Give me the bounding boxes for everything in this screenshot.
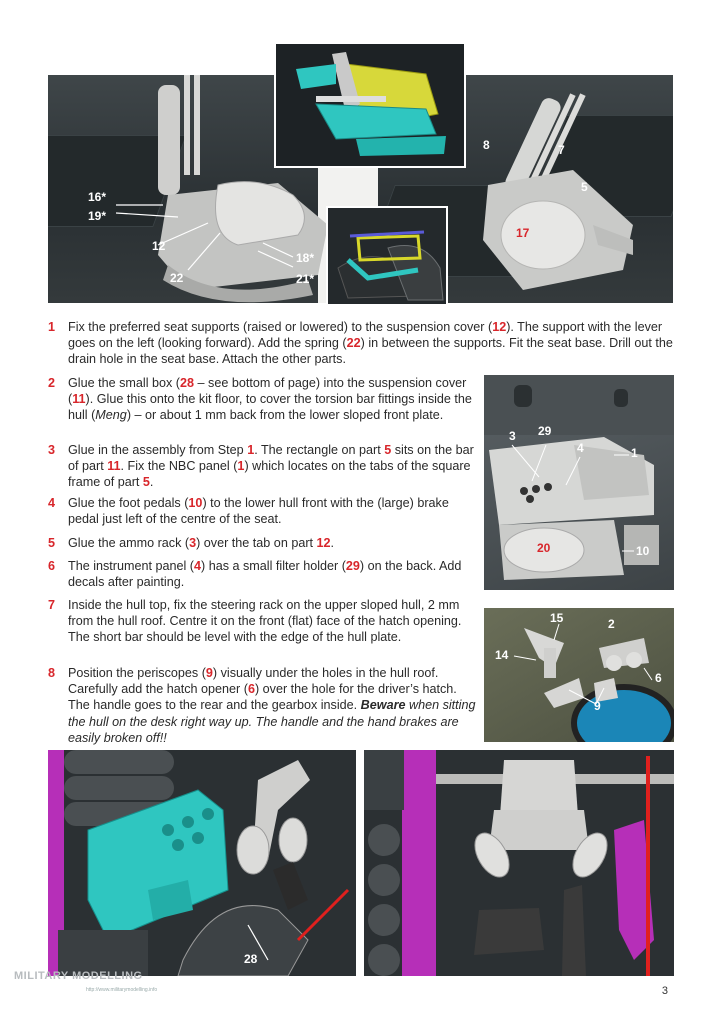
step-text: Glue in the assembly from Step 1. The rectangle on part 5 sits on the bar of part 11. Fix the NBC panel (1) which locates on the tabs of the square frame of part 5. [68,443,474,490]
hull-roof-photo [484,608,674,742]
callout-29: 29 [538,424,552,438]
callout-3: 3 [509,429,516,443]
step-number: 7 [48,598,56,612]
callout-8: 8 [483,138,490,152]
cad-render-left [48,750,356,976]
callout-28: 28 [244,952,258,966]
callout-4: 4 [577,441,584,455]
callout-1: 1 [631,446,638,460]
cad-inset-spring-image [326,206,448,306]
callout-7: 7 [558,143,565,157]
cad-render-right [364,750,674,976]
callout-20: 20 [537,541,551,555]
callout-17: 17 [516,226,530,240]
step-number: 5 [48,536,56,550]
callout-6: 6 [655,671,662,685]
step-number: 6 [48,559,56,573]
step-number: 4 [48,496,56,510]
callout-14: 14 [495,648,509,662]
callout-5: 5 [581,180,588,194]
callout-21: 21* [296,272,315,286]
watermark-logo: MILITARY MODELLING [14,970,143,982]
watermark-url: http://www.militarymodelling.info [86,987,158,993]
step-text: Inside the hull top, fix the steering rack on the upper sloped hull, 2 mm from the hull roof. Centre it on the front (flat) face of the hatch opening. The short bar should be level with the edge of the hull plate. [68,598,462,645]
step-number: 2 [48,376,56,390]
page-number: 3 [661,985,668,997]
step-text: Fix the preferred seat supports (raised or lowered) to the suspension cover (12). The support with the lever goes on the left (looking forward). Add the spring (22) in between the supports. Fit the seat base. Drill out the drain hole in the seat base. Attach the other parts. [68,320,673,367]
step-text: Glue the ammo rack (3) over the tab on part 12. [68,536,335,550]
step-text: Position the periscopes (9) visually under the holes in the hull roof. Carefully add the hatch opener (6) over the hole for the driver’s hatch. The handle goes to the rear and the gearbox inside. Beware when sitting the hull on the desk right way up. The handle and the hand brakes are easily broken off!! [68,666,476,745]
callout-2: 2 [608,617,615,631]
callout-16: 16* [88,190,107,204]
callout-22: 22 [170,271,184,285]
callout-15: 15 [550,611,564,625]
step-text: The instrument panel (4) has a small filter holder (29) on the back. Add decals after painting. [68,559,462,590]
callout-12: 12 [152,239,166,253]
callout-19: 19* [88,209,107,223]
step-text: Glue the small box (28 – see bottom of page) into the suspension cover (11). Glue this onto the kit floor, to cover the torsion bar fittings inside the hull (Meng) – or about 1 mm back from the lower sloped front plate. [68,376,472,423]
step-text: Glue the foot pedals (10) to the lower hull front with the (large) brake pedal just left of the centre of the seat. [68,496,449,527]
step-number: 3 [48,443,56,457]
step-number: 8 [48,666,56,680]
callout-10: 10 [636,544,650,558]
step-number: 1 [48,320,56,334]
callout-9: 9 [594,699,601,713]
hull-interior-photo [484,375,674,590]
cad-inset-seat-image [274,42,466,168]
callout-18: 18* [296,251,315,265]
